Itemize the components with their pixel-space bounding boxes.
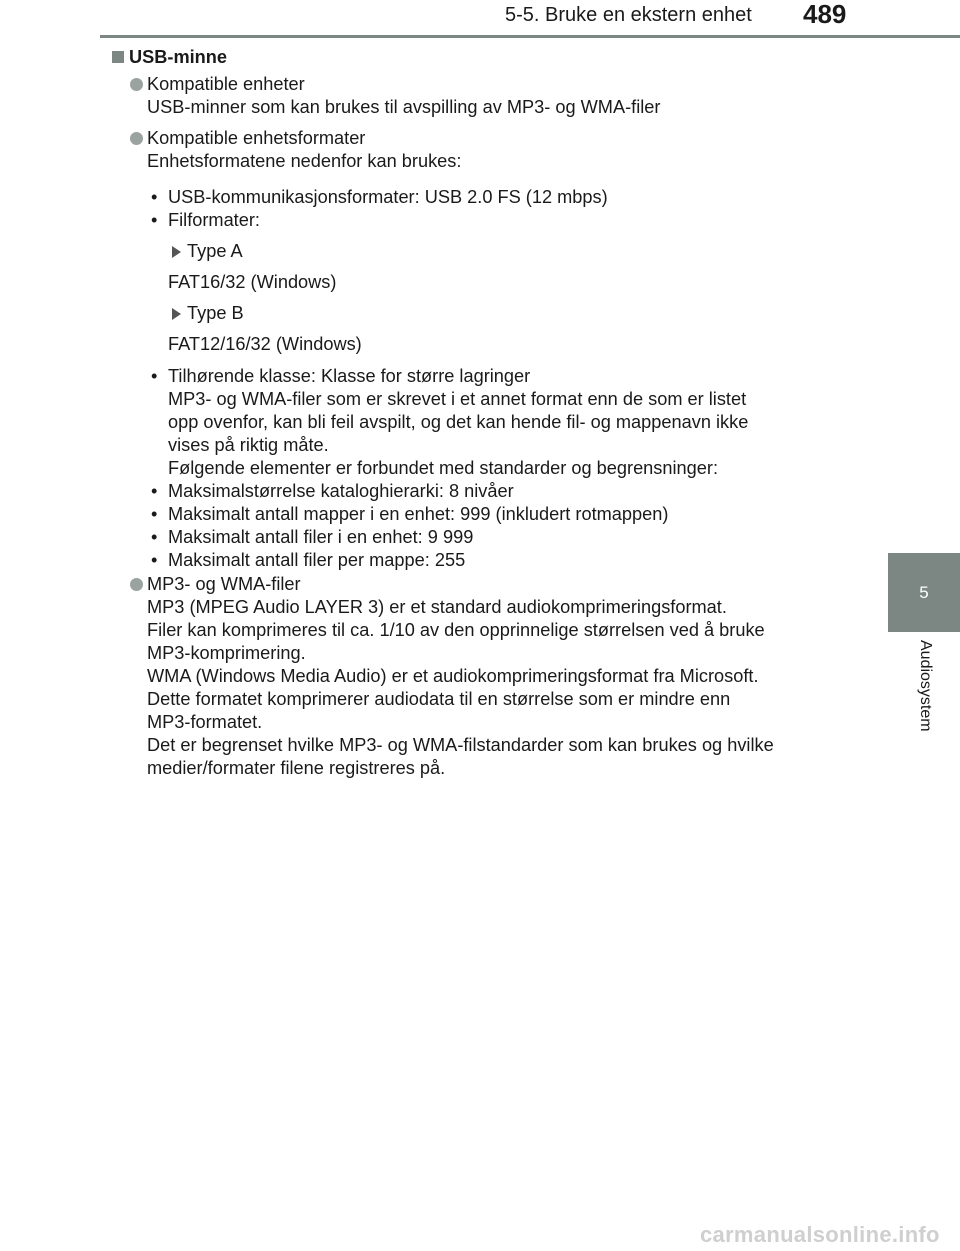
format-list — [110, 186, 850, 232]
chapter-number: 5 — [919, 582, 929, 602]
section-heading — [112, 46, 850, 73]
file-type-label: Type A — [168, 240, 850, 263]
list-item — [110, 573, 850, 780]
triangle-bullet-icon — [172, 308, 181, 320]
list-item — [110, 127, 850, 173]
square-bullet-icon — [112, 51, 124, 63]
item-text: USB-minner som kan brukes til avspilling av MP3- og WMA-filer — [147, 97, 661, 117]
list-item: • Maksimalt antall filer per mappe: 255 — [151, 550, 466, 570]
class-note: MP3- og WMA-filer som er skrevet i et annet format enn de som er listet opp ovenfor, kan bli feil avspilt, og det kan hende fil- og mappenavn ikke vises på riktig måte. Følgende elementer er forbundet med standarder og begrensninger: — [168, 389, 749, 478]
watermark: carmanualsonline.info — [700, 1222, 940, 1247]
list-item — [110, 73, 850, 119]
list-item: • Maksimalt antall filer i en enhet: 9 999 — [151, 527, 474, 547]
circle-bullet-icon — [130, 578, 143, 591]
file-type-label: Type B — [168, 302, 850, 325]
list-item: • Maksimalt antall mapper i en enhet: 999 (inkludert rotmappen) — [151, 504, 669, 524]
header-section-title: 5-5. Bruke en ekstern enhet — [505, 4, 752, 26]
page-number: 489 — [803, 0, 847, 29]
item-heading: Kompatible enhetsformater — [147, 128, 366, 148]
list-item: • Filformater: — [151, 210, 260, 230]
triangle-bullet-icon — [172, 246, 181, 258]
list-item: • USB-kommunikasjonsformater: USB 2.0 FS (12 mbps) — [151, 187, 608, 207]
section-heading-text: USB-minne — [129, 47, 228, 67]
chapter-tab — [888, 553, 960, 632]
chapter-label — [888, 640, 960, 760]
item-text: Enhetsformatene nedenfor kan brukes: — [147, 151, 462, 171]
item-heading: MP3- og WMA-filer — [147, 574, 301, 594]
circle-bullet-icon — [130, 78, 143, 91]
file-type-value: FAT12/16/32 (Windows) — [168, 334, 362, 354]
page-content — [110, 46, 850, 780]
mp3-description: MP3 (MPEG Audio LAYER 3) er et standard audiokomprimeringsformat. Filer kan komprimeres til ca. 1/10 av den opprinnelige størrelsen ved å bruke MP3-komprimering. WMA (Windows Media Audio) er et audiokomprimeringsformat fra Microsoft. Dette formatet komprimerer audiodata til en størrelse som er mindre enn MP3-formatet. Det er begrenset hvilke MP3- og WMA-filstandarder som kan brukes og hvilke medier/formater filene registreres på. — [147, 597, 774, 778]
file-type-list — [110, 240, 850, 356]
list-item: • Tilhørende klasse: Klasse for større lagringer — [151, 366, 531, 386]
list-item: • Maksimalstørrelse kataloghierarki: 8 nivåer — [151, 481, 514, 501]
limits-list — [110, 365, 850, 572]
header-divider — [100, 35, 960, 38]
item-heading: Kompatible enheter — [147, 74, 305, 94]
circle-bullet-icon — [130, 132, 143, 145]
file-type-value: FAT16/32 (Windows) — [168, 272, 337, 292]
chapter-label-text: Audiosystem — [917, 640, 934, 732]
